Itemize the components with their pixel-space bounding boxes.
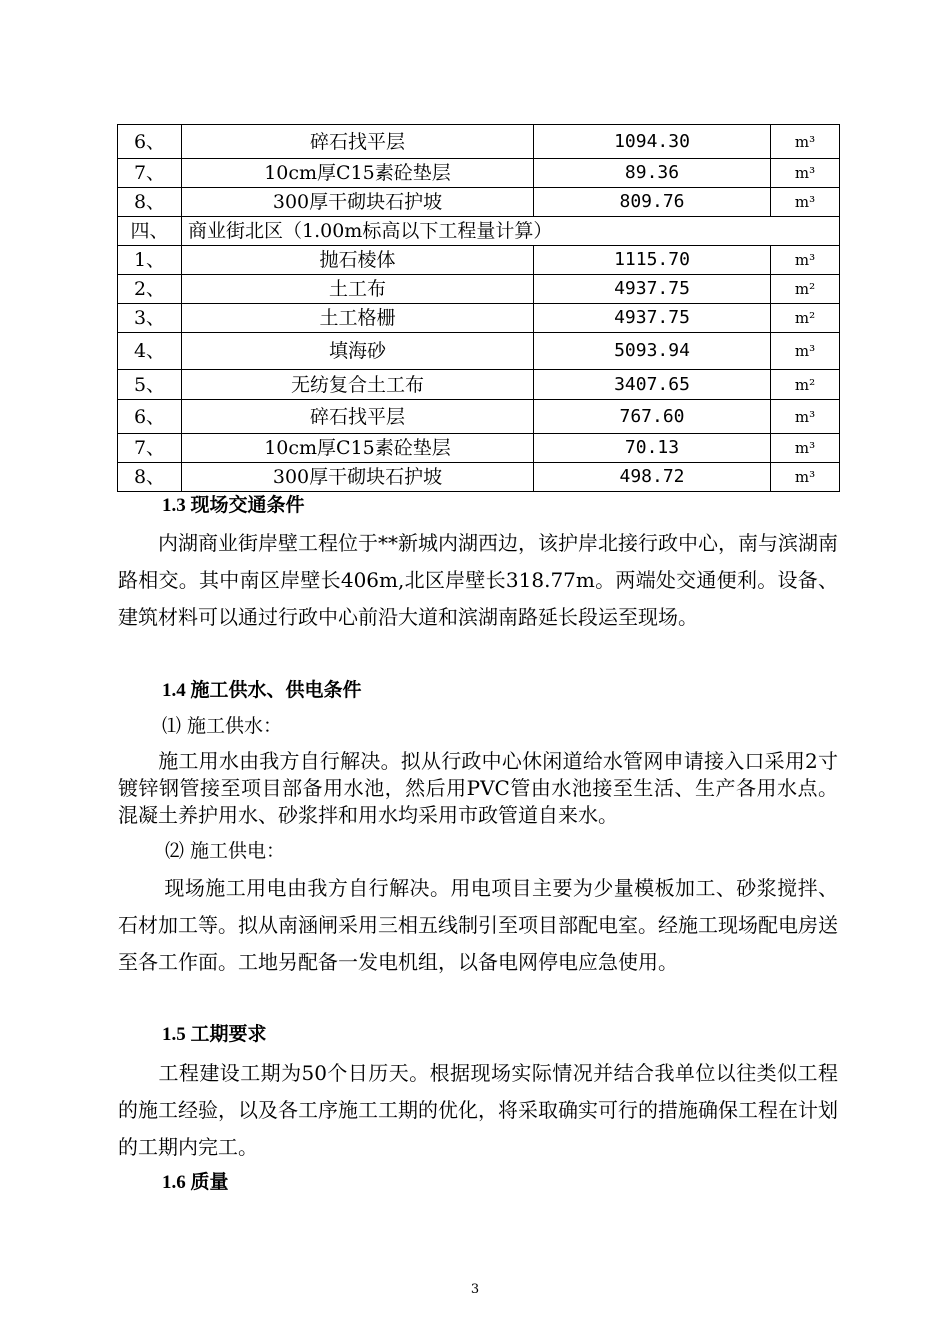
item-name: 300厚干砌块石护坡 [182, 463, 534, 492]
power-supply-label: ⑵ 施工供电： [165, 840, 286, 862]
table-row [118, 188, 840, 217]
row-number: 8、 [118, 188, 182, 217]
table-row [118, 463, 840, 492]
item-name: 土工格栅 [182, 304, 534, 333]
row-number: 6、 [118, 400, 182, 434]
unit: m³ [771, 333, 840, 370]
section-1-5-text: 工程建设工期为50个日历天。根据现场实际情况并结合我单位以往类似工程的施工经验，以及各工序施工工期的优化，将采取确实可行的措施确保工程在计划的工期内完工。 [118, 1061, 838, 1159]
quantity-value: 1115.70 [534, 246, 771, 275]
table-row [118, 275, 840, 304]
item-name: 抛石棱体 [182, 246, 534, 275]
table-row [118, 333, 840, 370]
row-number: 3、 [118, 304, 182, 333]
quantity-value: 3407.65 [534, 370, 771, 400]
unit: m³ [771, 400, 840, 434]
row-number: 4、 [118, 333, 182, 370]
quantity-value: 70.13 [534, 434, 771, 463]
row-number: 四、 [118, 217, 182, 246]
quantity-value: 5093.94 [534, 333, 771, 370]
item-name: 土工布 [182, 275, 534, 304]
quantity-value: 809.76 [534, 188, 771, 217]
section-1-4-title: 1.4 施工供水、供电条件 [162, 680, 362, 701]
table-row [118, 304, 840, 333]
item-name: 无纺复合土工布 [182, 370, 534, 400]
section-1-3-body [118, 525, 838, 636]
quantity-table [117, 124, 840, 492]
quantity-value: 4937.75 [534, 275, 771, 304]
quantity-value: 1094.30 [534, 125, 771, 159]
row-number: 2、 [118, 275, 182, 304]
quantity-value: 4937.75 [534, 304, 771, 333]
table-row [118, 125, 840, 159]
water-supply-label: ⑴ 施工供水： [162, 715, 283, 737]
table-row [118, 246, 840, 275]
unit: m³ [771, 246, 840, 275]
quantity-table-body [118, 125, 840, 492]
row-number: 1、 [118, 246, 182, 275]
water-supply-text: 施工用水由我方自行解决。拟从行政中心休闲道给水管网申请接入口采用2寸镀锌钢管接至项目部备用水池，然后用PVC管由水池接至生活、生产各用水点。混凝土养护用水、砂浆拌和用水均采用市政管道自来水。 [118, 749, 838, 827]
row-number: 7、 [118, 434, 182, 463]
unit: m³ [771, 463, 840, 492]
section-1-3-title: 1.3 现场交通条件 [162, 495, 305, 516]
row-number: 6、 [118, 125, 182, 159]
table-row [118, 400, 840, 434]
item-name: 10cm厚C15素砼垫层 [182, 434, 534, 463]
unit: m² [771, 304, 840, 333]
power-supply-text: 现场施工用电由我方自行解决。用电项目主要为少量模板加工、砂浆搅拌、石材加工等。拟从南涵闸采用三相五线制引至项目部配电室。经施工现场配电房送至各工作面。工地另配备一发电机组，以备电网停电应急使用。 [118, 876, 838, 974]
item-name: 10cm厚C15素砼垫层 [182, 159, 534, 188]
section-heading-cell: 商业街北区（1.00m标高以下工程量计算） [182, 217, 840, 246]
table-row [118, 370, 840, 400]
section-1-6-title: 1.6 质量 [162, 1172, 229, 1193]
page-number: 3 [470, 1282, 480, 1297]
unit: m³ [771, 125, 840, 159]
row-number: 7、 [118, 159, 182, 188]
section-1-3-text: 内湖商业街岸壁工程位于**新城内湖西边，该护岸北接行政中心，南与滨湖南路相交。其中南区岸壁长406m,北区岸壁长318.77m。两端处交通便利。设备、建筑材料可以通过行政中心前沿大道和滨湖南路延长段运至现场。 [118, 531, 838, 629]
row-number: 8、 [118, 463, 182, 492]
power-supply-body [118, 870, 838, 981]
water-supply-body [118, 748, 838, 829]
unit: m³ [771, 159, 840, 188]
quantity-value: 767.60 [534, 400, 771, 434]
quantity-value: 498.72 [534, 463, 771, 492]
section-1-5-body [118, 1055, 838, 1166]
item-name: 碎石找平层 [182, 400, 534, 434]
unit: m³ [771, 188, 840, 217]
unit: m³ [771, 434, 840, 463]
section-1-5-title: 1.5 工期要求 [162, 1024, 267, 1045]
unit: m² [771, 370, 840, 400]
row-number: 5、 [118, 370, 182, 400]
item-name: 填海砂 [182, 333, 534, 370]
quantity-value: 89.36 [534, 159, 771, 188]
item-name: 碎石找平层 [182, 125, 534, 159]
unit: m² [771, 275, 840, 304]
table-row [118, 159, 840, 188]
table-row [118, 434, 840, 463]
table-row [118, 217, 840, 246]
item-name: 300厚干砌块石护坡 [182, 188, 534, 217]
